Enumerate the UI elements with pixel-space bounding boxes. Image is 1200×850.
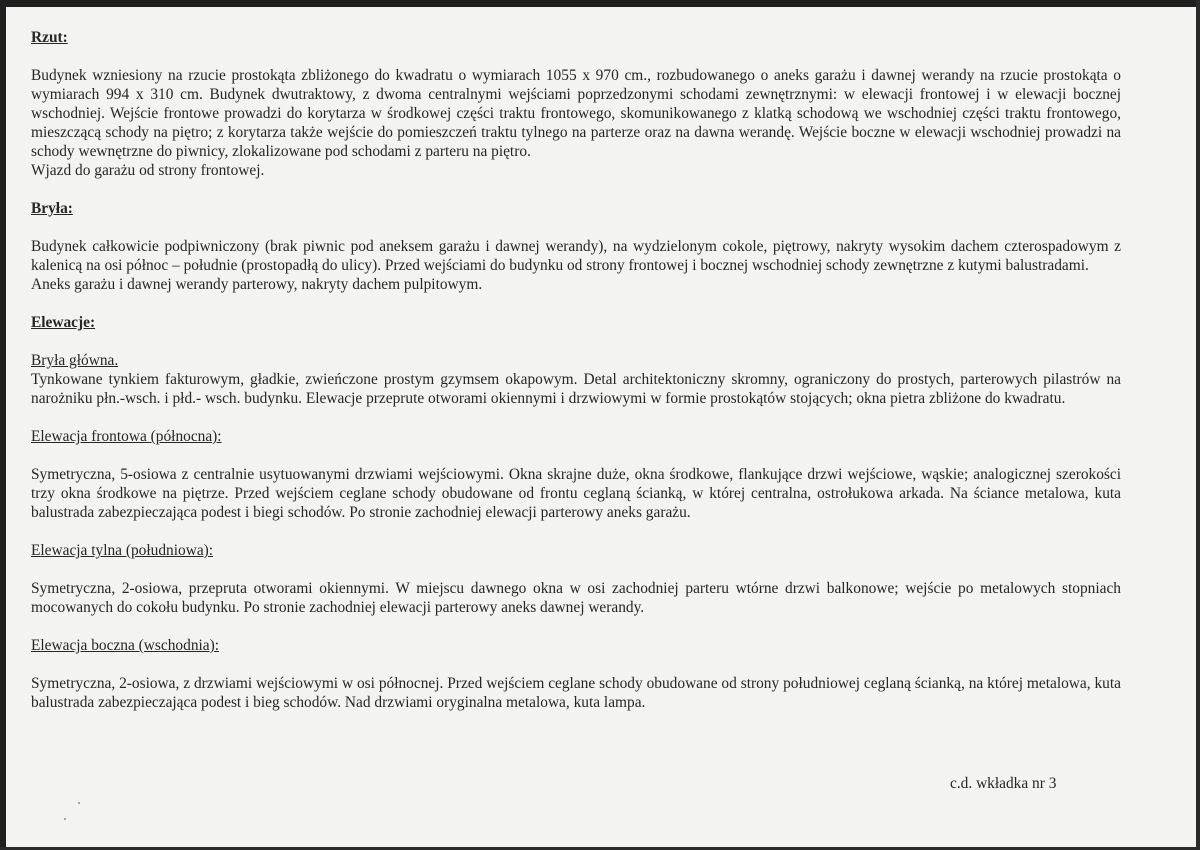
bryla-glowna-title: Bryła główna. [31, 352, 119, 369]
elewacja-tylna-body: Symetryczna, 2-osiowa, przeprutа otworami okiennymi. W miejscu dawnego okna w osi zachodniej parteru wtórne drzwi balkonowe; wejście po metalowych stopniach mocowanych do cokołu budynku. Po stronie zachodniej elewacji parterowy aneks dawnej werandy. [31, 580, 1121, 616]
elewacja-frontowa-body: Symetryczna, 5-osiowa z centralnie usytuowanymi drzwiami wejściowymi. Okna skrajne duże, okna środkowe, flankujące drzwi wejściowe, wąskie; analogicznej szerokości trzy okna środkowe na piętrze. Przed wejściem ceglane schody obudowane od frontu ceglaną ścianką, w której centralna, ostrołukowa arkada. Na ściance metalowa, kuta balustrada zabezpieczająca podest i biegi schodów. Po stronie zachodniej elewacji parterowy aneks garażu. [31, 466, 1121, 521]
bryla-body: Budynek całkowicie podpiwniczony (brak piwnic pod aneksem garażu i dawnej werandy), na wydzielonym cokole, piętrowy, nakryty wysokim dachem czterospadowym z kalenicą na osi północ – południe (prostopadłą do ulicy). Przed wejściami do budynku od strony frontowej i bocznej wschodniej schody zewnętrzne z kutymi balustradami. [31, 238, 1121, 274]
rzut-body-2: Wjazd do garażu od strony frontowej. [31, 162, 265, 179]
elewacja-tylna-title: Elewacja tylna (południowa): [31, 542, 214, 559]
continuation-note: c.d. wkładka nr 3 [950, 775, 1057, 792]
elewacje-heading: Elewacje: [31, 314, 96, 331]
bryla-glowna-body: Tynkowane tynkiem fakturowym, gładkie, zwieńczone prostym gzymsem okapowym. Detal architektoniczny skromny, ograniczony do prostych, parterowych pilastrów na narożniku płn.-wsch. i płd.- wsch. budynku. Elewacje przeprute otworami okiennymi i drzwiowymi w formie prostokątów stojących; okna pietra zbliżone do kwadratu. [31, 371, 1121, 407]
document-content [31, 28, 1121, 712]
scan-border-right [1196, 0, 1200, 850]
elewacja-frontowa-title: Elewacja frontowa (północna): [31, 428, 222, 445]
scan-speck [78, 802, 80, 804]
scan-border-top [0, 0, 1200, 7]
rzut-body: Budynek wzniesiony na rzucie prostokąta zbliżonego do kwadratu o wymiarach 1055 x 970 cm., rozbudowanego o aneks garażu i dawnej werandy na rzucie prostokąta o wymiarach 994 x 310 cm. Budynek dwutraktowy, z dwoma centralnymi wejściami poprzedzonymi schodami zewnętrznymi: w elewacji frontowej i w elewacji bocznej wschodniej. Wejście frontowe prowadzi do korytarza w środkowej części traktu frontowego, skomunikowanego z klatką schodową we wschodniej części traktu frontowego, mieszczącą schody na piętro; z korytarza także wejście do pomieszczeń traktu tylnego na parterze oraz na dawna werandę. Wejście boczne w elewacji wschodniej prowadzi na schody wewnętrzne do piwnicy, zlokalizowane pod schodami z parteru na piętro. [31, 67, 1121, 160]
scan-border-left [0, 0, 6, 850]
rzut-heading: Rzut: [31, 29, 68, 46]
scan-speck [64, 818, 66, 820]
bryla-body-2: Aneks garażu i dawnej werandy parterowy, nakryty dachem pulpitowym. [31, 276, 483, 293]
bryla-heading: Bryła: [31, 200, 73, 217]
elewacja-boczna-body: Symetryczna, 2-osiowa, z drzwiami wejściowymi w osi północnej. Przed wejściem ceglane schody obudowane od strony południowej ceglaną ścianką, na której metalowa, kuta balustrada zabezpieczająca podest i bieg schodów. Nad drzwiami oryginalna metalowa, kuta lampa. [31, 675, 1121, 711]
elewacja-boczna-title: Elewacja boczna (wschodnia): [31, 637, 220, 654]
